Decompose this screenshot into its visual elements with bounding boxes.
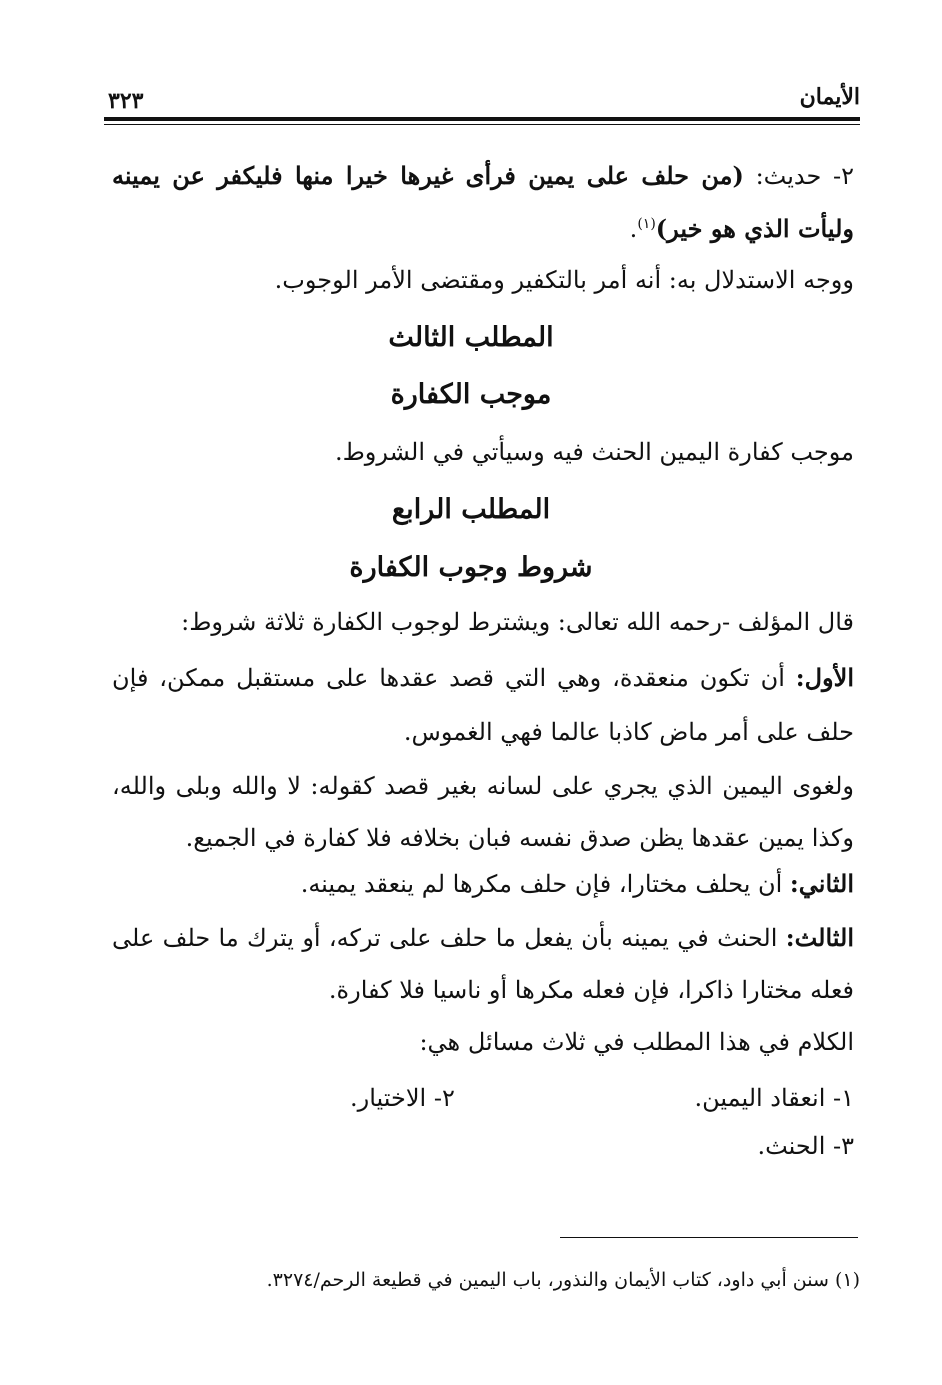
header-rule-thick <box>104 117 860 121</box>
istidlal-text: ووجه الاستدلال به: أنه أمر بالتكفير ومقتضى الأمر الوجوب. <box>274 266 854 294</box>
hadith-line-1 <box>112 158 854 194</box>
hadith-text-1: (من حلف على يمين فرأى غيرها خيرا منها فليكفر عن يمينه <box>112 161 744 190</box>
condition-1-line-2: حلف على أمر ماض كاذبا عالما فهي الغموس. <box>403 718 854 746</box>
condition-3-label: الثالث: <box>785 923 854 952</box>
hadith-end: . <box>629 215 638 243</box>
hadith-text-2: وليأت الذي هو خير) <box>655 214 854 243</box>
footnote-rule <box>560 1237 858 1238</box>
page-number: ٣٢٣ <box>108 88 144 114</box>
section3-text: موجب كفارة اليمين الحنث فيه وسيأتي في الشروط. <box>334 438 854 466</box>
section3-title: المطلب الثالث <box>388 322 554 353</box>
condition-1-text: أن تكون منعقدة، وهي التي قصد عقدها على مستقبل ممكن، فإن <box>112 664 796 692</box>
hadith-line-2 <box>630 206 854 247</box>
header-rule-thin <box>104 124 860 125</box>
footnote-text: (١) سنن أبي داود، كتاب الأيمان والنذور، باب اليمين في قطيعة الرحم/٣٢٧٤. <box>266 1269 860 1291</box>
laghw-line-2: وكذا يمين عقدها يظن صدق نفسه فبان بخلافه فلا كفارة في الجميع. <box>185 824 854 852</box>
condition-2-label: الثاني: <box>789 869 854 898</box>
footnote-ref[interactable]: (١) <box>637 216 656 232</box>
condition-1-line-1 <box>112 660 854 696</box>
condition-2-text: أن يحلف مختارا، فإن حلف مكرها لم ينعقد يمينه. <box>300 870 790 898</box>
issue-1: ١- انعقاد اليمين. <box>694 1084 854 1112</box>
condition-2 <box>301 866 854 902</box>
hadith-prefix: ٢- حديث: <box>743 162 855 190</box>
condition-1-label: الأول: <box>795 663 854 692</box>
section4-subtitle: شروط وجوب الكفارة <box>349 552 593 583</box>
condition-3-line-1 <box>112 920 854 956</box>
author-quote: قال المؤلف -رحمه الله تعالى: ويشترط لوجوب الكفارة ثلاثة شروط: <box>181 608 854 636</box>
section3-subtitle: موجب الكفارة <box>390 379 552 410</box>
issues-intro: الكلام في هذا المطلب في ثلاث مسائل هي: <box>419 1028 854 1056</box>
condition-3-text: الحنث في يمينه بأن يفعل ما حلف على تركه، أو يترك ما حلف على <box>112 924 786 952</box>
section4-title: المطلب الرابع <box>391 494 551 525</box>
issue-3: ٣- الحنث. <box>757 1132 854 1160</box>
running-header-title: الأيمان <box>799 84 860 110</box>
condition-3-line-2: فعله مختارا ذاكرا، فإن فعله مكرها أو ناسيا فلا كفارة. <box>328 976 854 1004</box>
issue-2: ٢- الاختيار. <box>350 1084 455 1112</box>
laghw-line-1: ولغوى اليمين الذي يجري على لسانه بغير قصد كقوله: لا والله وبلى والله، <box>112 772 854 800</box>
